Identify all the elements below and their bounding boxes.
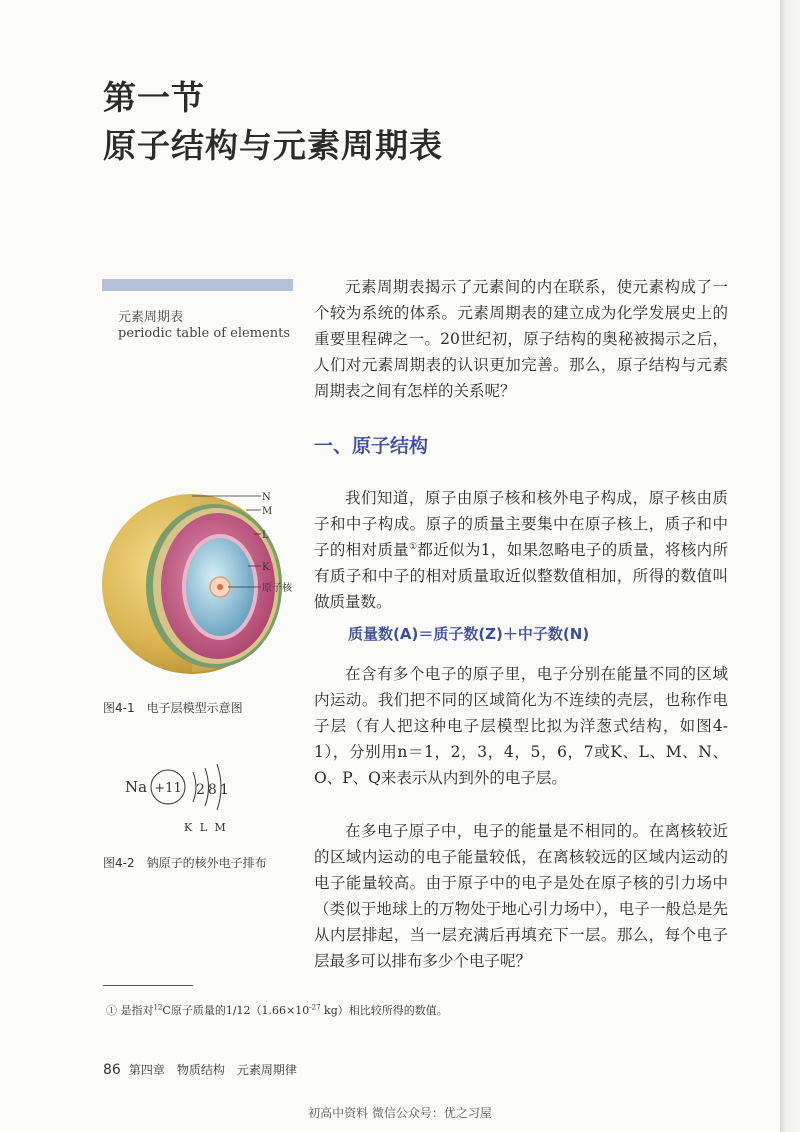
- sidebar-term-chinese: 元素周期表: [118, 310, 184, 325]
- intro-paragraph: 元素周期表揭示了元素间的内在联系，使元素构成了一个较为系统的体系。元素周期表的建立成为化学发展史上的重要里程碑之一。20世纪初，原子结构的奥秘被揭示之后，人们对元素周期表的认识更加完善。那么，原子结构与元素周期表之间有怎样的关系呢？: [314, 278, 728, 400]
- label-nucleus: 原子核: [262, 583, 292, 594]
- sidebar-accent-bar: [102, 279, 293, 291]
- footnote: ① 是指对$^{12}$C原子质量的$1/12(1.66\times 10^{-27}$ kg）相比较所得的数值。: [106, 1003, 448, 1017]
- electron-counts: 281: [196, 782, 232, 798]
- element-symbol: Na: [125, 778, 148, 796]
- label-l: L: [262, 530, 269, 541]
- paragraph-text: 都近似为1，如果忽略电子的质量，将核内所有质子和中子的相对质量取近似整数值相加，所得的数值叫做质量数。: [314, 541, 728, 611]
- label-m: M: [262, 506, 273, 517]
- page-edge-shadow: [780, 0, 800, 1132]
- sidebar-term-english: periodic table of elements: [118, 326, 290, 341]
- paragraph-text: 我们知道，原子由原子核和核外电子构成，原子核由质子和中子构成。原子的质量主要集中在原子核上，质子和中子的相对质量: [314, 489, 728, 559]
- page-title: 原子结构与元素周期表: [103, 126, 443, 165]
- figure-4-2-caption: 图4-2 钠原子的核外电子排布: [103, 856, 267, 870]
- nuclear-charge: +11: [154, 781, 182, 796]
- shell-letters: K L M: [184, 821, 228, 834]
- section-heading: 一、原子结构: [314, 435, 429, 457]
- electron-shell-model-figure: [96, 484, 296, 688]
- footnote-mark: ①: [106, 1004, 117, 1017]
- paragraph-electron-energy: 在多电子原子中，电子的能量是不相同的。在离核较近的区域内运动的电子能量较低，在离核较远的区域内运动的电子能量较高。由于原子中的电子是处在原子核的引力场中（类似于地球上的万物处于地心引力场中），电子一般总是先从内层排起，当一层充满后再填充下一层。那么，每个电子层最多可以排布多少个电子呢？: [314, 822, 728, 970]
- sodium-electron-figure: [115, 760, 245, 844]
- page-footer: [103, 1061, 297, 1078]
- label-n: N: [262, 492, 271, 503]
- chapter-name: 第四章 物质结构 元素周期律: [128, 1063, 297, 1077]
- paragraph-atom-structure: [314, 485, 728, 615]
- page-number: 86: [103, 1062, 121, 1078]
- section-number-title: 第一节: [103, 78, 205, 117]
- mass-number-formula: 质量数(A)＝质子数(Z)＋中子数(N): [348, 625, 590, 643]
- figure-4-1-caption: 图4-1 电子层模型示意图: [103, 701, 243, 715]
- watermark-text: 初高中资料 微信公众号：优之习屋: [308, 1106, 492, 1120]
- sodium-diagram: [115, 760, 245, 840]
- paragraph-electron-shells: 在含有多个电子的原子里，电子分别在能量不同的区域内运动。我们把不同的区域简化为不连续的壳层，也称作电子层（有人把这种电子层模型比拟为洋葱式结构，如图4-1），分别用n＝1，2，3，4，5，6，7或K、L、M、N、O、P、Q来表示从内到外的电子层。: [314, 665, 728, 787]
- shell-model-illustration: [96, 484, 296, 684]
- label-k: K: [262, 562, 270, 573]
- footnote-divider: [103, 985, 193, 986]
- footnote-reference[interactable]: ①: [408, 541, 418, 552]
